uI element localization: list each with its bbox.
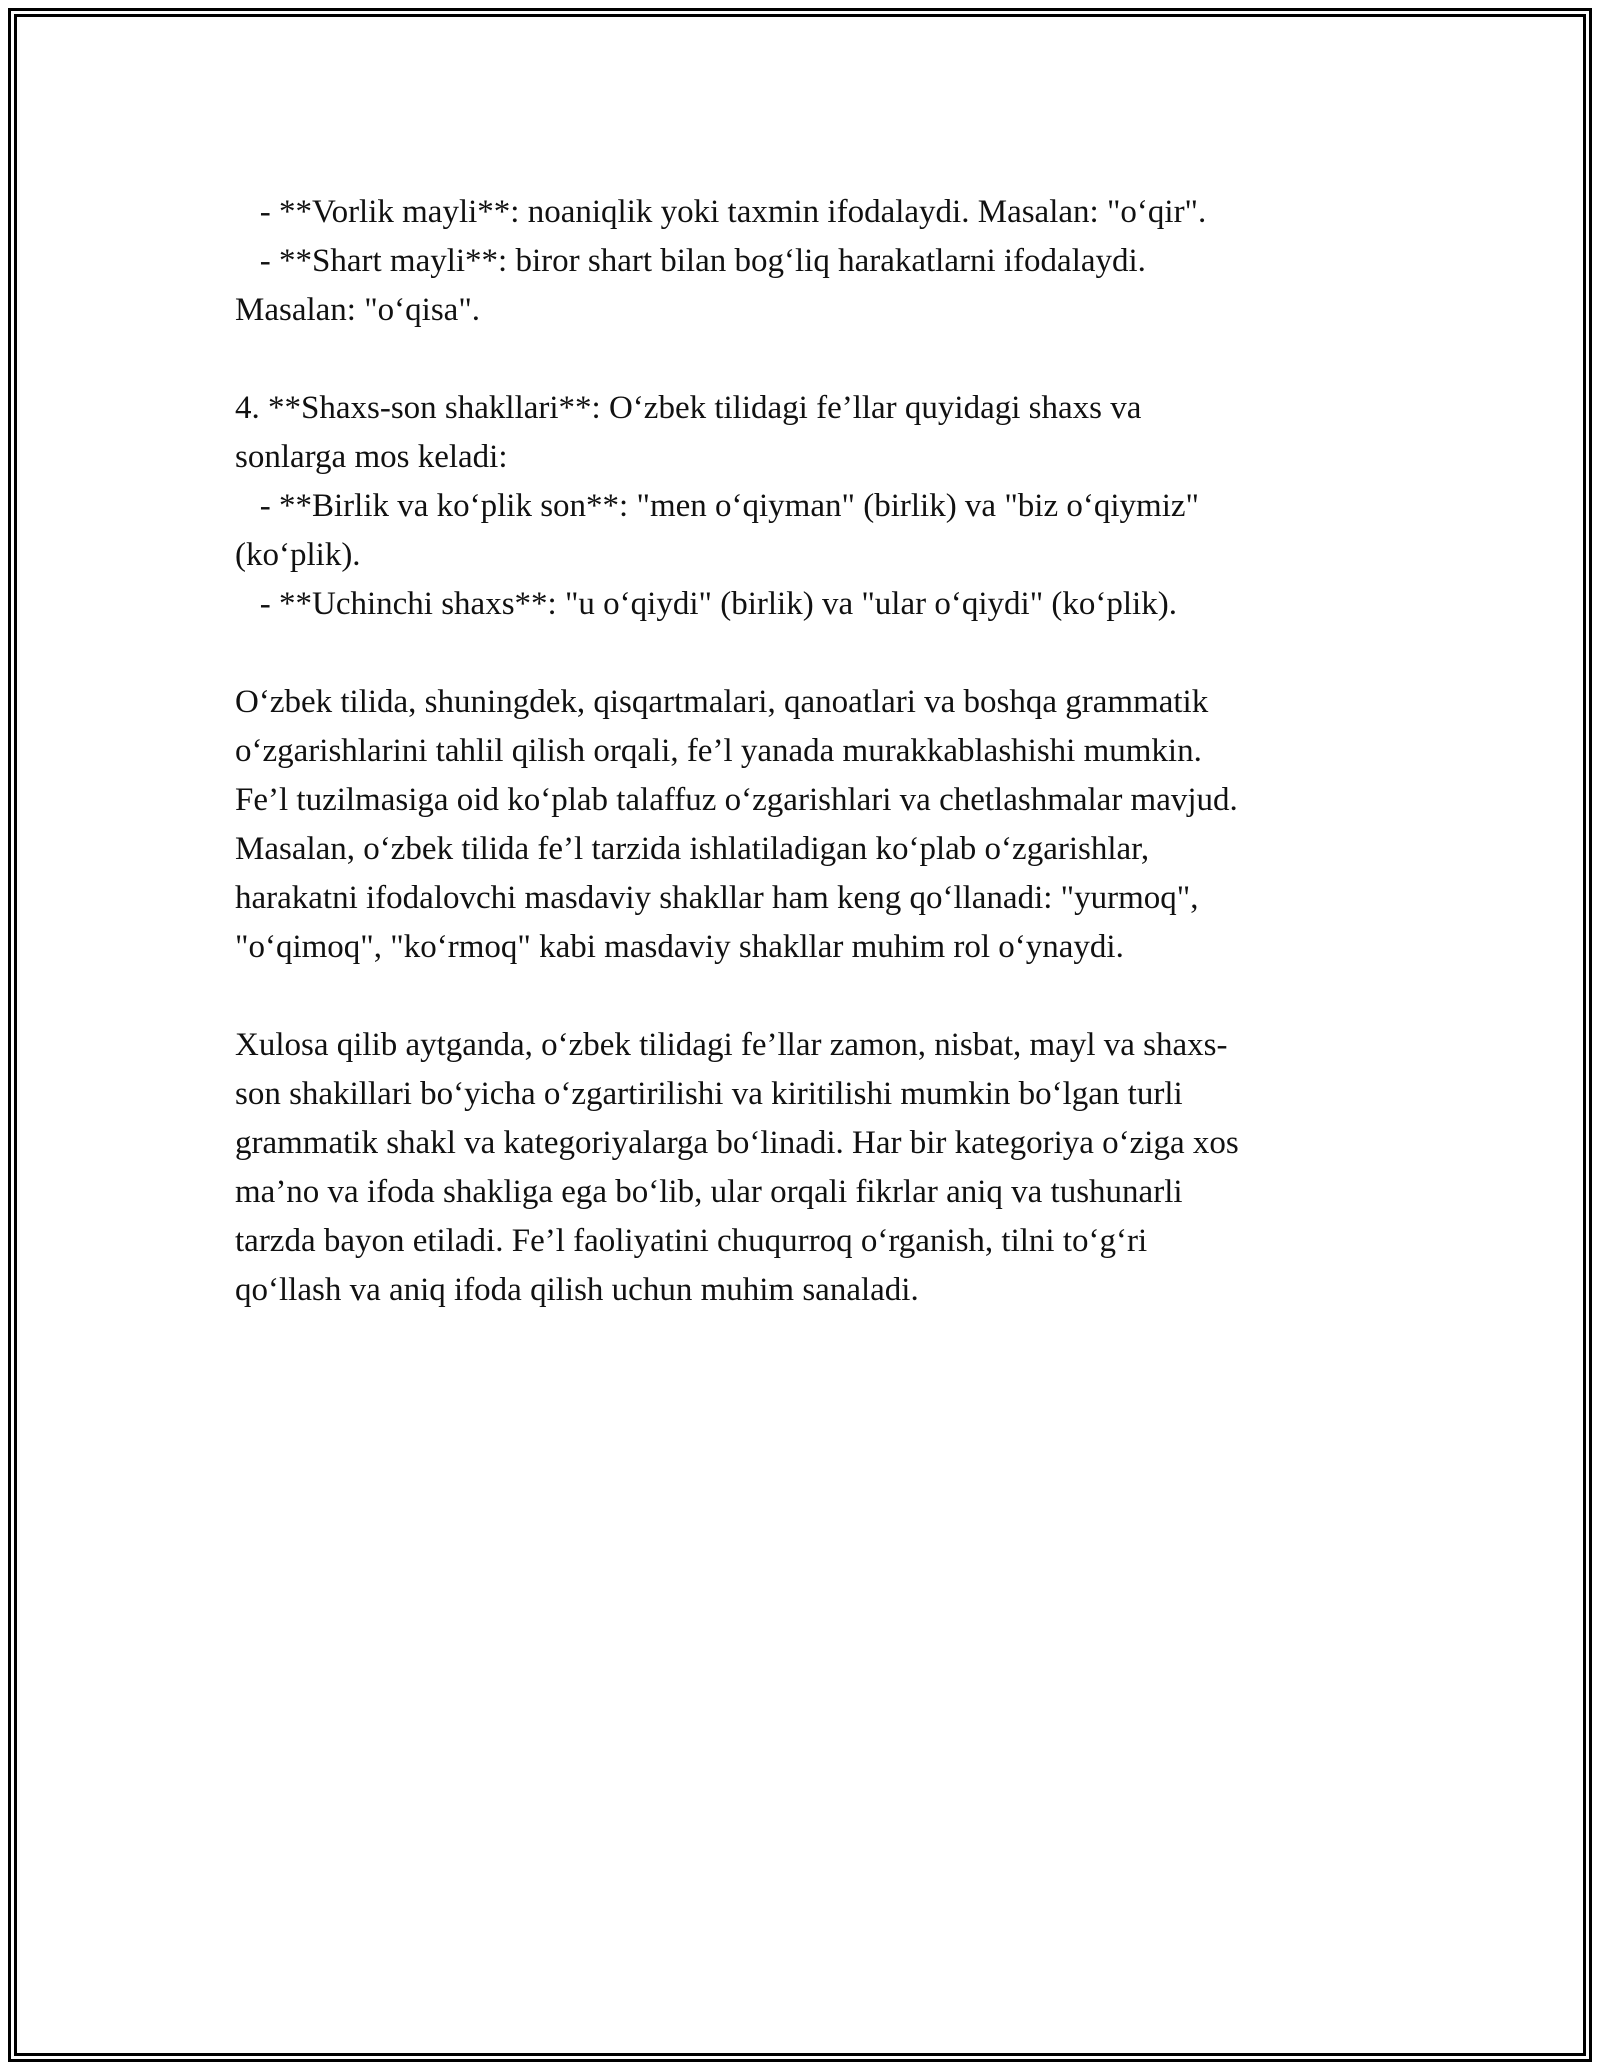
text-line: grammatik shakl va kategoriyalarga bo‘linadi. Har bir kategoriya o‘ziga xos bbox=[235, 1125, 1239, 1161]
text-line: Masalan, o‘zbek tilida fe’l tarzida ishlatiladigan ko‘plab o‘zgarishlar, bbox=[235, 831, 1150, 867]
text-line: - **Vorlik mayli**: noaniqlik yoki taxmin ifodalaydi. Masalan: "o‘qir". bbox=[235, 194, 1207, 230]
paragraph-changes bbox=[235, 678, 1355, 972]
text-line: son shakillari bo‘yicha o‘zgartirilishi va kiritilishi mumkin bo‘lgan turli bbox=[235, 1076, 1183, 1112]
text-line: Fe’l tuzilmasiga oid ko‘plab talaffuz o‘zgarishlari va chetlashmalar mavjud. bbox=[235, 782, 1238, 818]
text-line: sonlarga mos keladi: bbox=[235, 439, 508, 475]
text-line: - **Uchinchi shaxs**: "u o‘qiydi" (birlik) va "ular o‘qiydi" (ko‘plik). bbox=[235, 586, 1177, 622]
text-line: Masalan: "o‘qisa". bbox=[235, 292, 481, 328]
paragraph-conclusion bbox=[235, 1021, 1355, 1315]
text-line: 4. **Shaxs-son shakllari**: O‘zbek tilidagi fe’llar quyidagi shaxs va bbox=[235, 390, 1142, 426]
text-line: qo‘llash va aniq ifoda qilish uchun muhim sanaladi. bbox=[235, 1272, 919, 1308]
text-line: - **Birlik va ko‘plik son**: "men o‘qiyman" (birlik) va "biz o‘qiymiz" bbox=[235, 488, 1199, 524]
text-line: - **Shart mayli**: biror shart bilan bog‘liq harakatlarni ifodalaydi. bbox=[235, 243, 1146, 279]
text-line: ma’no va ifoda shakliga ega bo‘lib, ular orqali fikrlar aniq va tushunarli bbox=[235, 1174, 1183, 1210]
text-line: tarzda bayon etiladi. Fe’l faoliyatini chuqurroq o‘rganish, tilni to‘g‘ri bbox=[235, 1223, 1148, 1259]
text-line: o‘zgarishlarini tahlil qilish orqali, fe’l yanada murakkablashishi mumkin. bbox=[235, 733, 1202, 769]
paragraph-moods bbox=[235, 188, 1355, 335]
document-body bbox=[235, 188, 1355, 1315]
text-line: (ko‘plik). bbox=[235, 537, 361, 573]
text-line: O‘zbek tilida, shuningdek, qisqartmalari, qanoatlari va boshqa grammatik bbox=[235, 684, 1209, 720]
text-line: Xulosa qilib aytganda, o‘zbek tilidagi fe’llar zamon, nisbat, mayl va shaxs- bbox=[235, 1027, 1228, 1063]
text-line: "o‘qimoq", "ko‘rmoq" kabi masdaviy shakllar muhim rol o‘ynaydi. bbox=[235, 929, 1124, 965]
paragraph-person-number bbox=[235, 384, 1355, 629]
paragraph-spacer bbox=[235, 335, 1355, 384]
text-line: harakatni ifodalovchi masdaviy shakllar ham keng qo‘llanadi: "yurmoq", bbox=[235, 880, 1199, 916]
paragraph-spacer bbox=[235, 972, 1355, 1021]
paragraph-spacer bbox=[235, 629, 1355, 678]
